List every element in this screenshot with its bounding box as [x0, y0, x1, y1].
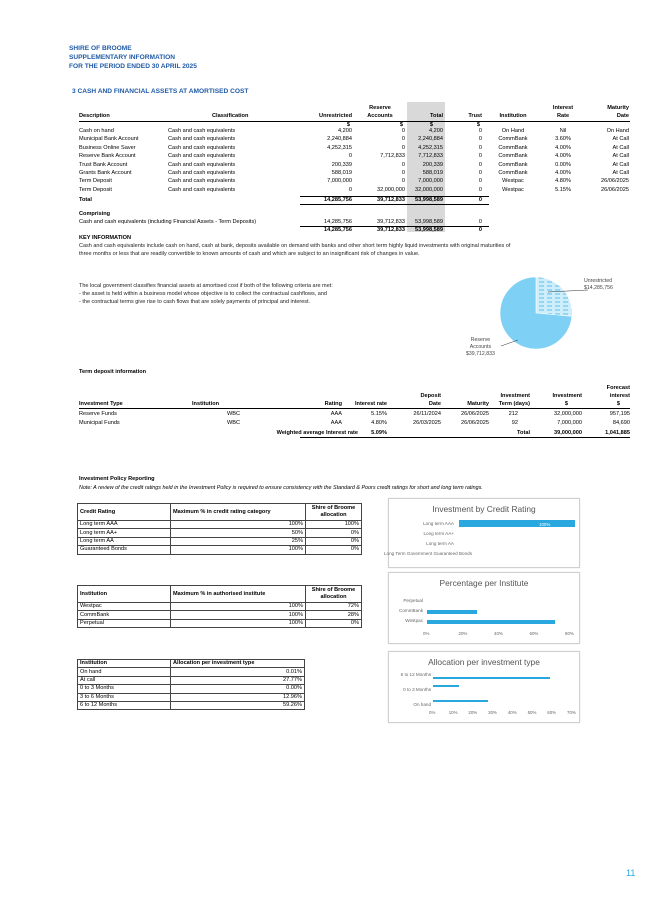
chart-tick-label: 60%	[547, 710, 557, 715]
col-header-trust: Trust	[468, 113, 482, 119]
row-unrestricted: 0	[348, 153, 352, 160]
chart-category-label: Long Term Government Guaranteed Bonds	[384, 551, 473, 556]
chart-data-label: 100%	[539, 522, 551, 527]
row-rate: 4.00%	[555, 153, 571, 160]
comprising-total: 53,998,589	[415, 219, 443, 225]
col-header-maturity-2: Date	[616, 113, 629, 119]
row-maturity: At Call	[612, 136, 629, 143]
unit-total: $	[429, 122, 433, 128]
row-reserve: 0	[401, 161, 405, 168]
row-rate: 5.15%	[555, 186, 571, 193]
chart-tick-label: 0%	[423, 631, 430, 636]
chart-bar	[433, 700, 488, 702]
allocation-row-alloc: 0.00%	[171, 685, 305, 693]
row-description: Reserve Bank Account	[79, 153, 136, 160]
chart-category-label: Long term AA+	[423, 531, 454, 536]
allocation-row-type: On hand	[78, 668, 171, 676]
col-header-description: Description	[79, 113, 110, 119]
chart-tick-label: 40%	[507, 710, 517, 715]
td-total-rule	[300, 437, 630, 438]
td-row-rating: AAA	[330, 411, 342, 417]
row-classification: Cash and cash equivalents	[168, 170, 236, 176]
unit-unrestricted: $	[346, 122, 350, 128]
td-row-interest: 84,690	[612, 420, 630, 426]
row-total: 2,240,884	[418, 136, 443, 143]
row-unrestricted: 588,019	[331, 170, 352, 176]
allocation-row-alloc: 0.01%	[171, 668, 305, 676]
td-total-label: Total	[517, 430, 530, 436]
credit-rating-table	[77, 503, 362, 555]
comprising-total-total: 53,998,589	[415, 227, 443, 233]
institution-row-institution: Perpetual	[78, 619, 171, 627]
chart-category-label: 0 to 3 Months	[403, 687, 431, 692]
chart-tick-label: 20%	[468, 710, 478, 715]
col-header-rate-2: Rate	[556, 113, 570, 119]
chart-tick-label: 60%	[529, 631, 539, 636]
investment-type-chart-title: Allocation per investment type	[428, 657, 540, 667]
credit-row-alloc: 0%	[306, 546, 362, 554]
row-institution: Westpac	[502, 186, 524, 193]
comprising-total-unrestricted: 14,285,756	[324, 227, 352, 233]
inst-col-max: Maximum % in authorised institute	[171, 586, 306, 603]
row-trust: 0	[478, 128, 482, 134]
row-rate: 4.00%	[555, 144, 571, 151]
row-rate: 3.60%	[555, 136, 571, 143]
chart-category-label: Long term AA	[426, 541, 454, 546]
inst-col-alloc-1: Shire of Broome	[311, 587, 356, 593]
allocation-row-alloc: 59.26%	[171, 701, 305, 709]
row-reserve: 7,712,833	[380, 153, 405, 160]
credit-col-alloc-1: Shire of Broome	[311, 505, 356, 511]
td-header-term-2: Term (days)	[498, 401, 530, 407]
td-row-type: Municipal Funds	[79, 420, 120, 426]
total-unrestricted: 14,285,756	[324, 197, 352, 203]
chart-category-label: Long term AAA	[423, 521, 454, 526]
unit-reserve: $	[399, 122, 403, 128]
policy-title: Investment Policy Reporting	[79, 476, 155, 482]
unrestricted-slice	[536, 277, 572, 316]
td-total-investment: 39,000,000	[554, 430, 582, 436]
td-header-deposit-2: Date	[428, 401, 441, 407]
comprising-label: Comprising	[79, 211, 111, 217]
credit-row-rating: Long term AA	[78, 537, 171, 545]
credit-row-max: 50%	[171, 529, 306, 537]
allocation-row-alloc: 12.96%	[171, 693, 305, 701]
row-trust: 0	[478, 178, 482, 185]
row-total: 4,252,315	[418, 144, 443, 151]
comprising-reserve: 39,712,833	[377, 219, 405, 225]
td-row-deposit: 26/11/2024	[413, 411, 441, 417]
td-header-term: Investment	[500, 393, 530, 399]
row-unrestricted: 4,252,315	[327, 144, 352, 151]
unrestricted-pie-label	[584, 278, 613, 292]
row-total: 32,000,000	[415, 186, 443, 193]
row-description: Trust Bank Account	[79, 161, 128, 168]
alloc-col-institution: Institution	[78, 660, 171, 668]
td-row-maturity: 26/06/2025	[461, 420, 489, 426]
row-reserve: 0	[401, 170, 405, 176]
row-rate: 4.80%	[555, 178, 571, 185]
row-institution: On Hand	[501, 128, 525, 134]
institution-row-alloc: 28%	[306, 611, 362, 619]
allocation-row	[78, 676, 305, 684]
td-header-forecast: Forecast	[606, 385, 630, 391]
credit-row-alloc: 0%	[306, 529, 362, 537]
td-row-term: 92	[511, 420, 518, 426]
chart-category-label: CommBank	[399, 608, 423, 613]
td-header-rate: Interest rate	[354, 401, 387, 407]
col-header-rate: Interest	[552, 105, 574, 111]
row-description: Business Online Saver	[79, 144, 136, 151]
allocation-row	[78, 701, 305, 709]
chart-bar	[459, 520, 575, 527]
row-institution: CommBank	[498, 136, 528, 143]
row-institution: Westpac	[502, 178, 524, 185]
reserve-label-text-2: Accounts	[469, 344, 492, 350]
total-label: Total	[79, 197, 92, 203]
td-header-type: Investment Type	[79, 401, 123, 407]
credit-row-rating: Guaranteed Bonds	[78, 546, 171, 554]
key-info-paragraph: Cash and cash equivalents include cash on hand, cash at bank, deposits available on demand with banks and other short term highly liquid investments with original maturities of three months or less that are readily convertible to known amounts of cash and which are subject to an insignificant risk of changes in value.	[79, 243, 511, 258]
comprising-total-trust: 0	[478, 227, 482, 233]
col-header-reserve-2: Accounts	[367, 113, 393, 119]
institution-row	[78, 611, 362, 619]
institute-chart-title: Percentage per Institute	[439, 578, 529, 588]
td-row-term: 212	[508, 411, 518, 417]
institution-table	[77, 585, 362, 628]
section-title: 3 CASH AND FINANCIAL ASSETS AT AMORTISED COST	[72, 88, 249, 95]
td-row-investment: 7,000,000	[557, 420, 582, 426]
row-institution: CommBank	[498, 144, 528, 151]
row-total: 4,200	[429, 128, 443, 134]
row-unrestricted: 0	[348, 186, 352, 193]
institution-row-max: 100%	[171, 603, 306, 611]
chart-tick-label: 10%	[448, 710, 458, 715]
allocation-row-type: 6 to 12 Months	[78, 701, 171, 709]
row-maturity: At Call	[612, 170, 629, 176]
row-trust: 0	[478, 136, 482, 143]
credit-row-max: 100%	[171, 546, 306, 554]
row-trust: 0	[478, 144, 482, 151]
td-row-rating: AAA	[330, 420, 342, 426]
row-classification: Cash and cash equivalents	[168, 178, 236, 185]
row-total: 7,000,000	[418, 178, 443, 185]
total-rule-bottom	[300, 204, 489, 205]
row-unrestricted: 2,240,884	[327, 136, 352, 143]
weighted-avg-label: Weighted average Interest rate	[276, 430, 358, 436]
chart-tick-label: 70%	[567, 710, 576, 715]
credit-chart-title: Investment by Credit Rating	[432, 504, 536, 514]
credit-col-max: Maximum % in credit rating category	[171, 504, 306, 521]
reserve-label-text: Reserve	[470, 337, 491, 343]
row-description: Municipal Bank Account	[79, 136, 139, 143]
institute-chart	[388, 572, 580, 644]
td-row-institution: WBC	[227, 420, 241, 426]
col-header-reserve: Reserve	[369, 105, 391, 111]
row-classification: Cash and cash equivalents	[168, 186, 236, 193]
row-maturity: 26/06/2025	[601, 178, 629, 185]
row-trust: 0	[478, 161, 482, 168]
credit-row-alloc: 100%	[306, 521, 362, 529]
row-trust: 0	[478, 170, 482, 176]
td-row-rate: 4.80%	[371, 420, 387, 426]
chart-category-label: Westpac	[405, 618, 423, 623]
row-reserve: 32,000,000	[377, 186, 405, 193]
td-total-interest: 1,041,885	[605, 430, 630, 436]
row-reserve: 0	[401, 128, 405, 134]
inst-col-alloc-2: allocation	[320, 594, 347, 600]
td-header-investment-2: $	[564, 401, 568, 407]
td-header-rating: Rating	[324, 401, 342, 407]
institution-row-max: 100%	[171, 619, 306, 627]
td-header-forecast-2: interest	[609, 393, 630, 399]
row-classification: Cash and cash equivalents	[168, 128, 236, 134]
row-description: Term Deposit	[79, 186, 112, 193]
row-total: 588,019	[422, 170, 443, 176]
allocation-table	[77, 659, 305, 710]
chart-tick-label: 0%	[429, 710, 436, 715]
row-description: Cash on hand	[79, 128, 114, 134]
credit-row-rating: Long term AA+	[78, 529, 171, 537]
comprising-trust: 0	[478, 219, 482, 225]
credit-col-rating: Credit Rating	[78, 504, 171, 521]
td-header-investment: Investment	[552, 393, 582, 399]
chart-tick-label: 80%	[565, 631, 574, 636]
allocation-row-alloc: 27.77%	[171, 676, 305, 684]
td-row-rate: 5.15%	[371, 411, 387, 417]
total-total: 53,998,589	[415, 197, 443, 203]
row-reserve: 0	[401, 178, 405, 185]
td-header-institution: Institution	[192, 401, 220, 407]
row-total: 200,339	[422, 161, 443, 168]
comprising-row-label: Cash and cash equivalents (including Financial Assets - Term Deposits)	[79, 219, 257, 225]
criteria-bullet-2: - the contractual terms give rise to cash flows that are solely payments of principal and interest.	[79, 299, 311, 305]
credit-col-alloc	[306, 504, 362, 521]
chart-category-label: On hand	[413, 702, 431, 707]
row-classification: Cash and cash equivalents	[168, 144, 236, 151]
allocation-row	[78, 693, 305, 701]
td-header-forecast-3: $	[616, 401, 620, 407]
chart-bar	[433, 685, 459, 687]
total-reserve: 39,712,833	[377, 197, 405, 203]
weighted-avg-value: 5.09%	[371, 430, 387, 436]
chart-tick-label: 50%	[527, 710, 537, 715]
credit-row-max: 100%	[171, 521, 306, 529]
investment-type-chart	[388, 651, 580, 723]
chart-tick-label: 20%	[458, 631, 468, 636]
row-classification: Cash and cash equivalents	[168, 136, 236, 143]
key-info-title: KEY INFORMATION	[79, 235, 132, 241]
unit-trust: $	[476, 122, 480, 128]
allocation-row	[78, 685, 305, 693]
institution-row-institution: Westpac	[78, 603, 171, 611]
row-unrestricted: 4,200	[338, 128, 352, 134]
row-institution: CommBank	[498, 170, 528, 176]
term-deposit-title: Term deposit information	[79, 369, 147, 375]
credit-row-max: 25%	[171, 537, 306, 545]
td-header-maturity: Maturity	[467, 401, 489, 407]
credit-row	[78, 546, 362, 554]
credit-rating-chart	[384, 498, 580, 568]
td-row-institution: WBC	[227, 411, 241, 417]
row-trust: 0	[478, 153, 482, 160]
td-header-deposit: Deposit	[420, 393, 441, 399]
allocation-row	[78, 668, 305, 676]
unrestricted-label-value: $14,285,756	[584, 285, 613, 291]
row-total: 7,712,833	[418, 153, 443, 160]
chart-category-label: Perpetual	[403, 598, 423, 603]
institution-row	[78, 603, 362, 611]
col-header-maturity: Maturity	[607, 105, 629, 111]
institution-row	[78, 619, 362, 627]
inst-col-institution: Institution	[78, 586, 171, 603]
credit-row	[78, 537, 362, 545]
row-reserve: 0	[401, 136, 405, 143]
row-maturity: 26/06/2025	[601, 186, 629, 193]
report-org-title: SHIRE OF BROOME	[69, 45, 132, 52]
row-description: Grants Bank Account	[79, 170, 132, 176]
row-rate: 4.00%	[555, 170, 571, 176]
comprising-total-reserve: 39,712,833	[377, 227, 405, 233]
credit-row	[78, 529, 362, 537]
credit-col-alloc-2: allocation	[320, 512, 347, 518]
col-header-classification: Classification	[212, 113, 249, 119]
row-reserve: 0	[401, 144, 405, 151]
reserve-label-value: $39,712,833	[466, 351, 495, 357]
chart-category-label: 6 to 12 Months	[400, 672, 431, 677]
td-row-investment: 32,000,000	[554, 411, 582, 417]
criteria-intro: The local government classifies financial assets at amortised cost if both of the following criteria are met:	[79, 283, 333, 289]
row-classification: Cash and cash equivalents	[168, 153, 236, 160]
row-maturity: At Call	[612, 144, 629, 151]
report-subtitle: SUPPLEMENTARY INFORMATION	[69, 54, 175, 61]
criteria-bullet-1: - the asset is held within a business model whose objective is to collect the contractual cashflows, and	[79, 291, 327, 297]
row-rate: 0.00%	[555, 161, 571, 168]
col-header-total: Total	[430, 113, 443, 119]
institution-row-max: 100%	[171, 611, 306, 619]
page-number: 11	[626, 868, 636, 878]
row-maturity: On Hand	[606, 128, 629, 134]
institution-row-institution: CommBank	[78, 611, 171, 619]
td-row-type: Reserve Funds	[79, 411, 117, 417]
unrestricted-label-text: Unrestricted	[584, 278, 612, 284]
allocation-row-type: At call	[78, 676, 171, 684]
td-row-interest: 957,195	[609, 411, 630, 417]
row-institution: CommBank	[498, 153, 528, 160]
policy-note: Note: A review of the credit ratings held in the Investment Policy is required to ensure consistency with the Standard & Poors credit ratings for short and long term ratings.	[79, 485, 483, 491]
credit-row	[78, 521, 362, 529]
alloc-col-alloc: Allocation per investment type	[171, 660, 305, 668]
col-header-institution: Institution	[499, 113, 527, 119]
row-classification: Cash and cash equivalents	[168, 161, 236, 168]
total-trust: 0	[478, 197, 482, 203]
td-header-rule	[79, 408, 630, 409]
td-row-maturity: 26/06/2025	[461, 411, 489, 417]
row-description: Term Deposit	[79, 178, 112, 185]
chart-tick-label: 40%	[494, 631, 503, 636]
comprising-unrestricted: 14,285,756	[324, 219, 352, 225]
chart-bar	[427, 610, 477, 614]
credit-row-alloc: 0%	[306, 537, 362, 545]
col-header-unrestricted: Unrestricted	[319, 113, 352, 119]
institution-row-alloc: 0%	[306, 619, 362, 627]
institution-row-alloc: 72%	[306, 603, 362, 611]
row-maturity: At Call	[612, 161, 629, 168]
row-rate: Nil	[559, 128, 567, 134]
row-unrestricted: 7,000,000	[327, 178, 352, 185]
td-row-deposit: 26/03/2025	[413, 420, 441, 426]
allocation-row-type: 0 to 3 Months	[78, 685, 171, 693]
credit-row-rating: Long term AAA	[78, 521, 171, 529]
chart-bar	[427, 620, 555, 624]
row-maturity: At Call	[612, 153, 629, 160]
report-period: FOR THE PERIOD ENDED 30 APRIL 2025	[69, 63, 197, 70]
reserve-pie-label	[466, 337, 495, 358]
row-trust: 0	[478, 186, 482, 193]
row-unrestricted: 200,339	[331, 161, 352, 168]
allocation-row-type: 3 to 6 Months	[78, 693, 171, 701]
row-institution: CommBank	[498, 161, 528, 168]
chart-tick-label: 30%	[488, 710, 497, 715]
chart-bar	[433, 677, 550, 679]
